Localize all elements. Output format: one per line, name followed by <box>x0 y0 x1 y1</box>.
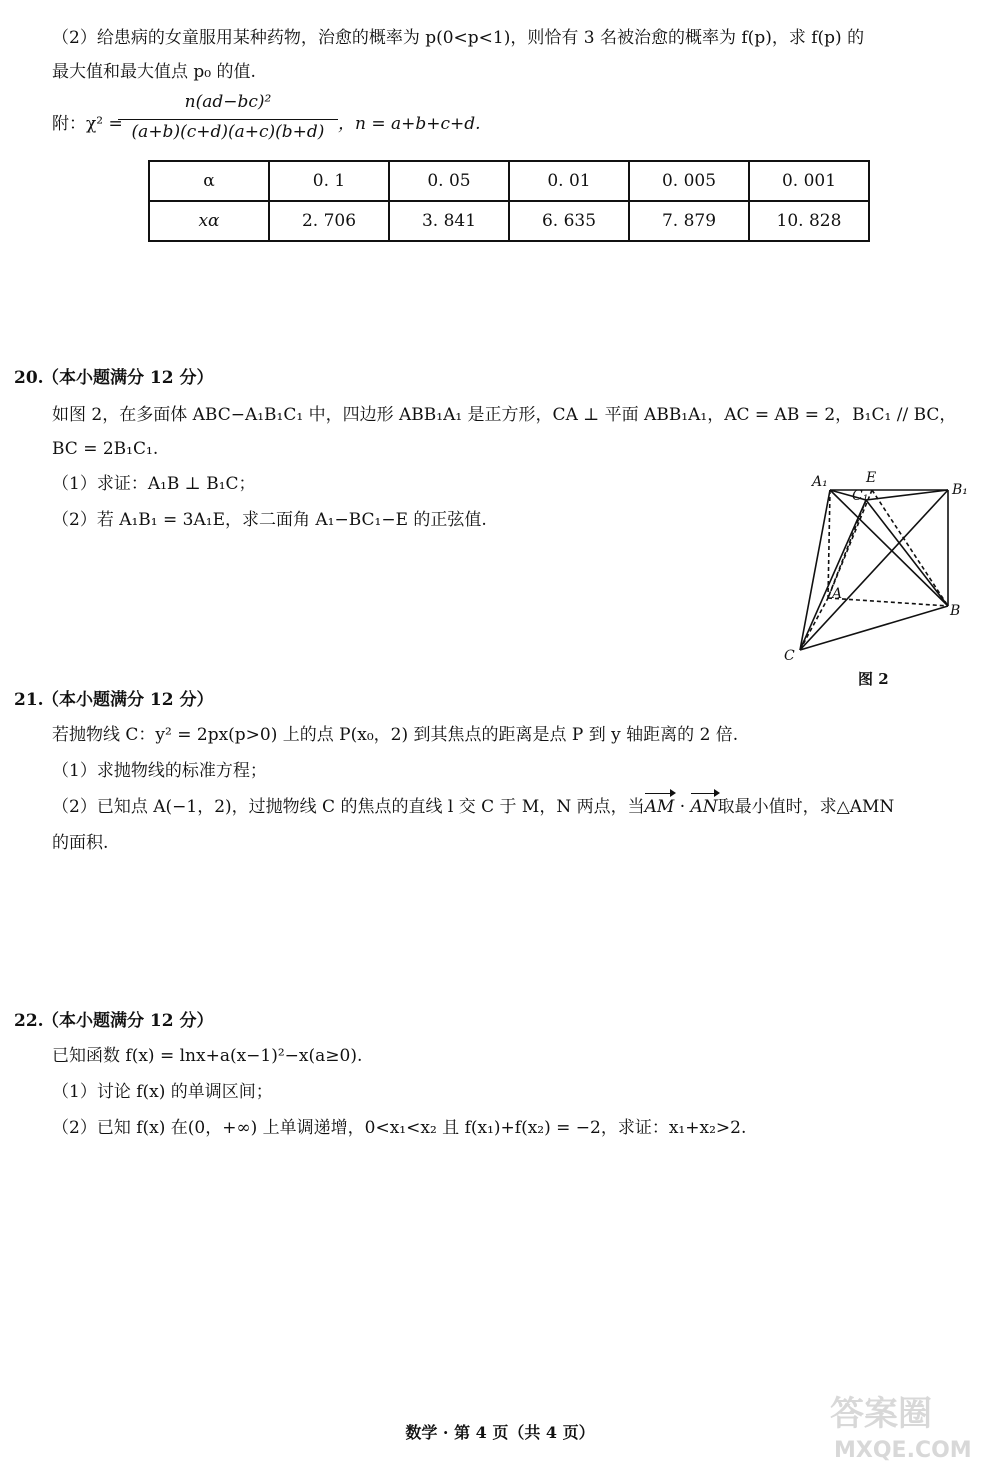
q21-number: 21. <box>14 690 44 710</box>
q21-part2-line2: 的面积. <box>52 833 109 853</box>
q20-part2: （2）若 A₁B₁ = 3A₁E，求二面角 A₁−BC₁−E 的正弦值. <box>52 510 487 530</box>
q22-score: （本小题满分 12 分） <box>42 1011 214 1031</box>
q20-part1: （1）求证：A₁B ⊥ B₁C； <box>52 474 256 494</box>
q20-score: （本小题满分 12 分） <box>42 368 214 388</box>
label-a: A <box>832 586 843 602</box>
polyhedron-figure <box>780 470 980 670</box>
x-cell: 2. 706 <box>269 201 389 241</box>
svg-text:答案圈: 答案圈 <box>830 1394 932 1434</box>
q22-number: 22. <box>14 1011 44 1031</box>
q21-stem: 若抛物线 C：y² = 2px(p>0) 上的点 P(x₀，2) 到其焦点的距离是点 P 到 y 轴距离的 2 倍. <box>52 725 739 745</box>
alpha-cell: 0. 005 <box>629 161 749 201</box>
table-row-alpha <box>149 161 869 201</box>
label-c1: C₁ <box>852 488 869 504</box>
q19-part2-line1: （2）给患病的女童服用某种药物，治愈的概率为 p(0<p<1)，则恰有 3 名被治愈的概率为 f(p)，求 f(p) 的 <box>52 28 865 48</box>
vector-am: AM <box>644 797 675 817</box>
dot-operator: · <box>674 797 691 817</box>
chi-formula-numerator: n(ad−bc)² <box>184 92 272 112</box>
page-footer: 数学 · 第 4 页（共 4 页） <box>405 1423 595 1442</box>
x-header-cell: xα <box>149 201 269 241</box>
edge-c-b <box>800 606 948 650</box>
watermark-logo <box>820 1385 990 1465</box>
alpha-cell: 0. 1 <box>269 161 389 201</box>
edge-a1-c <box>800 490 830 650</box>
q19-part2-line2: 最大值和最大值点 p₀ 的值. <box>52 62 256 82</box>
x-cell: 3. 841 <box>389 201 509 241</box>
q20-stem-line1: 如图 2，在多面体 ABC−A₁B₁C₁ 中，四边形 ABB₁A₁ 是正方形，CA ⊥ 平面 ABB₁A₁，AC = AB = 2，B₁C₁ // BC， <box>52 405 957 425</box>
q20-number: 20. <box>14 368 44 388</box>
q21-part2-line1 <box>52 795 894 819</box>
table-row-x <box>149 201 869 241</box>
svg-text:MXQE.COM: MXQE.COM <box>834 1438 972 1463</box>
q21-part2-start: （2）已知点 A(−1，2)，过抛物线 C 的焦点的直线 l 交 C 于 M，N 两点，当 <box>52 797 645 817</box>
figure-caption: 图 2 <box>858 670 889 688</box>
q20-stem-line2: BC = 2B₁C₁. <box>52 439 159 459</box>
q21-part2-end: 取最小值时，求△AMN <box>717 797 895 817</box>
label-c: C <box>784 648 795 664</box>
critical-value-table <box>148 160 870 242</box>
x-cell: 10. 828 <box>749 201 869 241</box>
alpha-cell: 0. 01 <box>509 161 629 201</box>
x-cell: 7. 879 <box>629 201 749 241</box>
alpha-header-cell: α <box>149 161 269 201</box>
chi-formula-prefix: 附：χ² = <box>52 114 123 134</box>
label-b1: B₁ <box>952 482 968 498</box>
vector-an: AN <box>690 797 718 817</box>
label-b: B <box>950 603 961 619</box>
x-cell: 6. 635 <box>509 201 629 241</box>
chi-formula-denominator: (a+b)(c+d)(a+c)(b+d) <box>131 122 325 142</box>
chi-formula-suffix: ，n = a+b+c+d. <box>338 114 481 134</box>
q21-part1: （1）求抛物线的标准方程； <box>52 761 267 781</box>
alpha-cell: 0. 05 <box>389 161 509 201</box>
label-a1: A₁ <box>812 474 828 490</box>
q22-stem: 已知函数 f(x) = lnx+a(x−1)²−x(a≥0). <box>52 1046 363 1066</box>
q21-score: （本小题满分 12 分） <box>42 690 214 710</box>
q22-part1: （1）讨论 f(x) 的单调区间； <box>52 1082 273 1102</box>
q22-part2: （2）已知 f(x) 在(0，+∞) 上单调递增，0<x₁<x₂ 且 f(x₁)+f(x₂) = −2，求证：x₁+x₂>2. <box>52 1118 747 1138</box>
label-e: E <box>866 470 877 486</box>
alpha-cell: 0. 001 <box>749 161 869 201</box>
